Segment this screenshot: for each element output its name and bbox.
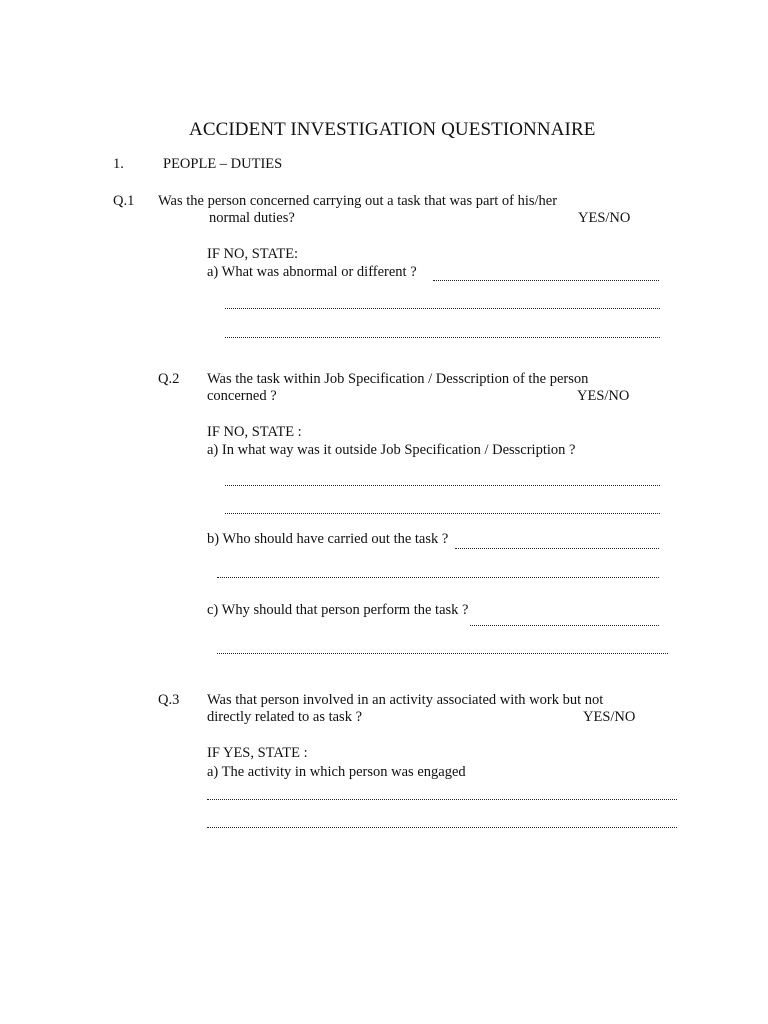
section-heading: PEOPLE – DUTIES [163, 156, 283, 172]
question-text-line-2: normal duties? [209, 210, 295, 226]
question-label: Q.3 [158, 692, 180, 708]
section-number: 1. [113, 156, 124, 172]
question-text-line-1: Was the person concerned carrying out a task that was part of his/her [158, 193, 558, 209]
condition-text: IF NO, STATE : [207, 424, 302, 440]
item-b-label: b) Who should have carried out the task ? [207, 531, 449, 547]
question-text-line-2: directly related to as task ? [207, 709, 363, 725]
answer-line[interactable] [225, 308, 660, 309]
question-text-line-1: Was the task within Job Specification / Desscription of the person [207, 371, 589, 387]
item-c-label: c) Why should that person perform the task ? [207, 602, 469, 618]
answer-line[interactable] [207, 827, 677, 828]
item-a-label: a) The activity in which person was engaged [207, 764, 466, 780]
condition-text: IF NO, STATE: [207, 246, 299, 262]
page-title: ACCIDENT INVESTIGATION QUESTIONNAIRE [189, 119, 596, 140]
question-label: Q.2 [158, 371, 180, 387]
answer-line[interactable] [225, 513, 660, 514]
yes-no-answer[interactable]: YES/NO [577, 388, 630, 404]
answer-line[interactable] [225, 337, 660, 338]
answer-line[interactable] [217, 653, 668, 654]
answer-line[interactable] [207, 799, 677, 800]
answer-line[interactable] [225, 485, 660, 486]
item-a-label: a) What was abnormal or different ? [207, 264, 417, 280]
item-a-label: a) In what way was it outside Job Specification / Desscription ? [207, 442, 576, 458]
answer-line[interactable] [217, 577, 659, 578]
answer-line[interactable] [455, 548, 659, 549]
question-label: Q.1 [113, 193, 135, 209]
yes-no-answer[interactable]: YES/NO [578, 210, 631, 226]
question-text-line-2: concerned ? [207, 388, 277, 404]
answer-line[interactable] [470, 625, 659, 626]
condition-text: IF YES, STATE : [207, 745, 308, 761]
question-text-line-1: Was that person involved in an activity associated with work but not [207, 692, 604, 708]
answer-line[interactable] [433, 280, 659, 281]
yes-no-answer[interactable]: YES/NO [583, 709, 636, 725]
